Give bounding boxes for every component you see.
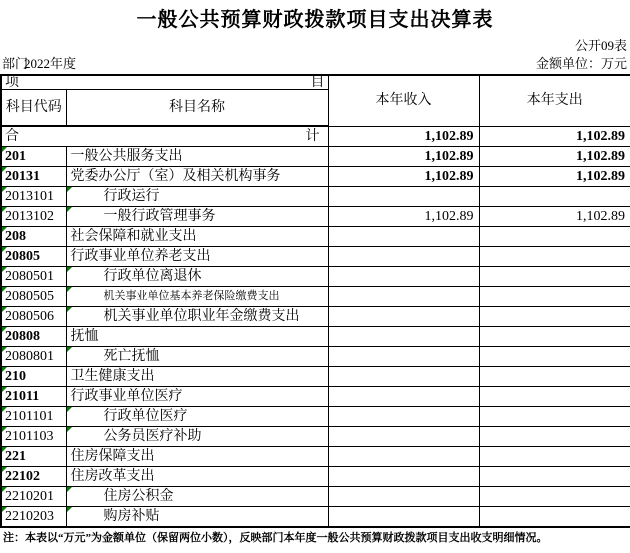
subject-name-header: 科目名称: [66, 90, 328, 127]
expense-value-cell: [479, 227, 630, 247]
table-row: [1, 387, 630, 407]
income-value-cell: [328, 327, 479, 347]
table-row: [1, 327, 630, 347]
expense-value-cell: 1,102.89: [479, 147, 630, 167]
expense-value-cell: 1,102.89: [479, 207, 630, 227]
subject-code-cell: 2013102: [1, 207, 66, 227]
total-row: [1, 126, 630, 147]
subject-name-cell: 行政运行: [66, 187, 328, 207]
table-row: [1, 427, 630, 447]
total-label-right: 计: [305, 129, 320, 144]
subject-code-cell: 2101103: [1, 427, 66, 447]
income-value-cell: [328, 287, 479, 307]
income-value-cell: [328, 367, 479, 387]
income-value-cell: [328, 427, 479, 447]
header-row-item: [1, 75, 630, 90]
subject-name-cell: 住房公积金: [66, 487, 328, 507]
subject-code-cell: 20805: [1, 247, 66, 267]
expense-value-cell: [479, 347, 630, 367]
expense-value-cell: [479, 367, 630, 387]
subject-name-cell: 住房改革支出: [66, 467, 328, 487]
table-row: [1, 447, 630, 467]
table-row: [1, 467, 630, 487]
expense-value-cell: [479, 467, 630, 487]
income-value-cell: 1,102.89: [328, 147, 479, 167]
department-label: 部门: [2, 56, 29, 71]
subject-name-cell: 抚恤: [66, 327, 328, 347]
subject-name-cell: 社会保障和就业支出: [66, 227, 328, 247]
subject-name-cell: 行政事业单位医疗: [66, 387, 328, 407]
expense-value-cell: [479, 187, 630, 207]
table-row: [1, 287, 630, 307]
subject-code-cell: 208: [1, 227, 66, 247]
budget-expenditure-table: [0, 74, 630, 528]
subject-name-cell: 行政单位离退休: [66, 267, 328, 287]
income-value-cell: [328, 447, 479, 467]
expense-value-cell: [479, 327, 630, 347]
total-label-cell: [1, 126, 328, 147]
subject-code-cell: 2080506: [1, 307, 66, 327]
table-row: [1, 167, 630, 187]
table-row: [1, 347, 630, 367]
subject-code-cell: 21011: [1, 387, 66, 407]
income-value-cell: [328, 307, 479, 327]
table-row: [1, 367, 630, 387]
subject-code-header: 科目代码: [1, 90, 66, 127]
total-expense-cell: 1,102.89: [479, 126, 630, 147]
subject-code-cell: 2080501: [1, 267, 66, 287]
item-header-right: 目: [310, 75, 325, 90]
item-header-left: 项: [5, 75, 19, 90]
subject-name-cell: 行政事业单位养老支出: [66, 247, 328, 267]
subject-name-cell: 卫生健康支出: [66, 367, 328, 387]
subject-code-cell: 20131: [1, 167, 66, 187]
subject-code-cell: 20808: [1, 327, 66, 347]
subject-code-cell: 201: [1, 147, 66, 167]
table-row: [1, 267, 630, 287]
subject-name-cell: 机关事业单位基本养老保险缴费支出: [66, 287, 328, 307]
table-row: [1, 147, 630, 167]
table-row: [1, 227, 630, 247]
expense-value-cell: [479, 267, 630, 287]
income-value-cell: [328, 347, 479, 367]
income-value-cell: [328, 487, 479, 507]
subject-code-cell: 210: [1, 367, 66, 387]
subject-code-cell: 2080505: [1, 287, 66, 307]
subject-name-cell: 购房补贴: [66, 507, 328, 528]
income-value-cell: [328, 507, 479, 528]
income-value-cell: 1,102.89: [328, 207, 479, 227]
subject-name-cell: 住房保障支出: [66, 447, 328, 467]
table-row: [1, 407, 630, 427]
expense-value-cell: [479, 387, 630, 407]
income-value-cell: [328, 247, 479, 267]
subject-name-cell: 死亡抚恤: [66, 347, 328, 367]
expense-value-cell: [479, 487, 630, 507]
item-header-cell: [1, 75, 328, 90]
expense-value-cell: [479, 407, 630, 427]
expense-column-header: 本年支出: [479, 75, 630, 126]
subject-code-cell: 2210203: [1, 507, 66, 528]
table-row: [1, 247, 630, 267]
subject-code-cell: 2080801: [1, 347, 66, 367]
subject-code-cell: 2101101: [1, 407, 66, 427]
subject-name-cell: 党委办公厅（室）及相关机构事务: [66, 167, 328, 187]
table-row: [1, 187, 630, 207]
income-value-cell: [328, 467, 479, 487]
subject-code-cell: 2210201: [1, 487, 66, 507]
income-value-cell: 1,102.89: [328, 167, 479, 187]
income-value-cell: [328, 227, 479, 247]
expense-value-cell: [479, 247, 630, 267]
subject-name-cell: 一般公共服务支出: [66, 147, 328, 167]
expense-value-cell: 1,102.89: [479, 167, 630, 187]
income-column-header: 本年收入: [328, 75, 479, 126]
subject-name-cell: 一般行政管理事务: [66, 207, 328, 227]
footnote: 注：本表以“万元”为金额单位（保留两位小数），反映部门本年度一般公共预算财政拨款项目支出收支明细情况。: [3, 532, 548, 544]
table-row: [1, 207, 630, 227]
total-label-left: 合: [5, 129, 19, 144]
expense-value-cell: [479, 287, 630, 307]
total-income-cell: 1,102.89: [328, 126, 479, 147]
expense-value-cell: [479, 447, 630, 467]
subject-code-cell: 22102: [1, 467, 66, 487]
subject-name-cell: 行政单位医疗: [66, 407, 328, 427]
page-title: 一般公共预算财政拨款项目支出决算表: [136, 9, 494, 31]
table-row: [1, 487, 630, 507]
expense-value-cell: [479, 507, 630, 528]
income-value-cell: [328, 187, 479, 207]
amount-unit-label: 金额单位：万元: [535, 56, 627, 71]
meta-line: [0, 55, 630, 74]
subject-name-cell: 公务员医疗补助: [66, 427, 328, 447]
subject-code-cell: 221: [1, 447, 66, 467]
table-row: [1, 507, 630, 528]
subject-code-cell: 2013101: [1, 187, 66, 207]
fiscal-year-label: 2022年度: [24, 56, 77, 71]
table-row: [1, 307, 630, 327]
expense-value-cell: [479, 427, 630, 447]
income-value-cell: [328, 387, 479, 407]
expense-value-cell: [479, 307, 630, 327]
public-table-code: 公开09表: [574, 38, 627, 53]
income-value-cell: [328, 267, 479, 287]
income-value-cell: [328, 407, 479, 427]
subject-name-cell: 机关事业单位职业年金缴费支出: [66, 307, 328, 327]
